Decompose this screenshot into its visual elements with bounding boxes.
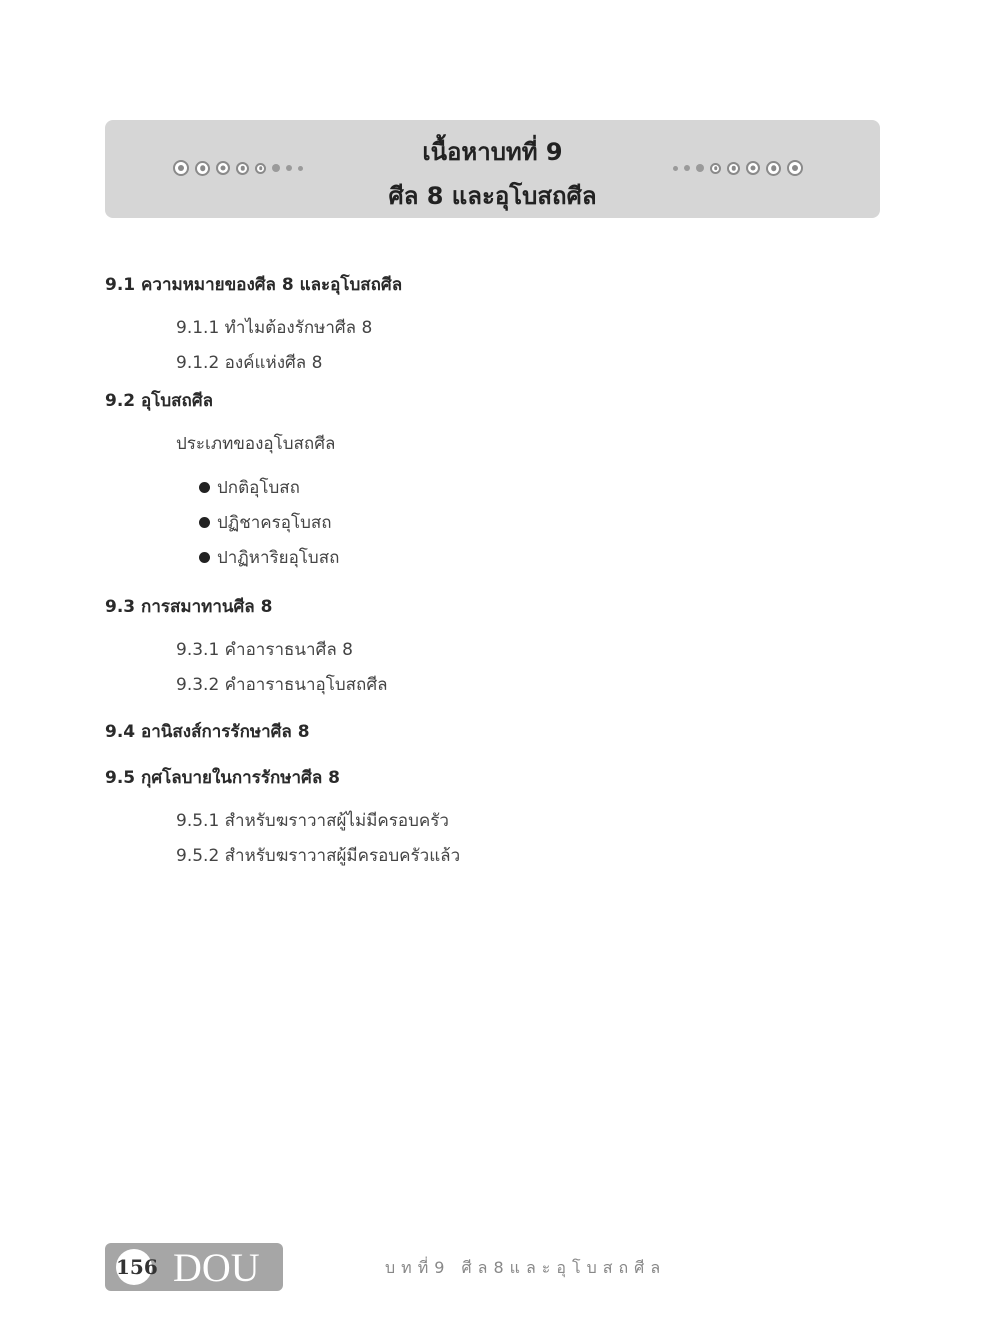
chapter-title-line2: ศีล 8 และอุโบสถศีล bbox=[388, 182, 597, 210]
bullet-icon bbox=[199, 482, 210, 493]
subsection-item: 9.3.1 คำอาราธนาศีล 8 bbox=[176, 640, 353, 660]
bullet-text: ปกติอุโบสถ bbox=[217, 478, 300, 498]
chapter-banner bbox=[105, 120, 880, 218]
subsection-item: 9.3.2 คำอาราธนาอุโบสถศีล bbox=[176, 675, 388, 695]
dot-icon bbox=[787, 160, 803, 176]
section-heading: 9.1 ความหมายของศีล 8 และอุโบสถศีล bbox=[105, 275, 403, 295]
section-heading: 9.5 กุศโลบายในการรักษาศีล 8 bbox=[105, 768, 340, 788]
dot-icon bbox=[746, 161, 760, 175]
bullet-text: ปฏิชาครอุโบสถ bbox=[217, 513, 332, 533]
running-head: บทที่9 ศีล8และอุโบสถศีล bbox=[385, 1258, 667, 1277]
dot-icon bbox=[684, 165, 690, 171]
dot-icon bbox=[727, 162, 740, 175]
dot-icon bbox=[710, 163, 721, 174]
bullet-item bbox=[199, 509, 885, 544]
bullet-icon bbox=[199, 552, 210, 563]
publisher-logo: DOU bbox=[173, 1245, 260, 1290]
dot-icon bbox=[766, 161, 781, 176]
chapter-outline bbox=[105, 268, 885, 877]
page-badge bbox=[105, 1243, 283, 1291]
subsection-item: 9.5.1 สำหรับฆราวาสผู้ไม่มีครอบครัว bbox=[176, 811, 449, 831]
section-heading: 9.2 อุโบสถศีล bbox=[105, 391, 214, 411]
page-number: 156 bbox=[116, 1249, 152, 1285]
bullet-item bbox=[199, 544, 885, 590]
bullet-item bbox=[199, 474, 885, 509]
bullet-icon bbox=[199, 517, 210, 528]
subsection-item: 9.1.1 ทำไมต้องรักษาศีล 8 bbox=[176, 318, 373, 338]
section-intro: ประเภทของอุโบสถศีล bbox=[176, 434, 336, 454]
subsection-item: 9.5.2 สำหรับฆราวาสผู้มีครอบครัวแล้ว bbox=[176, 846, 461, 866]
section-heading: 9.4 อานิสงส์การรักษาศีล 8 bbox=[105, 722, 310, 742]
subsection-item: 9.1.2 องค์แห่งศีล 8 bbox=[176, 353, 323, 373]
bullet-text: ปาฏิหาริยอุโบสถ bbox=[217, 548, 340, 568]
dot-icon bbox=[696, 164, 704, 172]
decorative-dots-right bbox=[673, 160, 803, 176]
dot-icon bbox=[673, 166, 678, 171]
section-heading: 9.3 การสมาทานศีล 8 bbox=[105, 597, 273, 617]
chapter-title-line1: เนื้อหาบทที่ 9 bbox=[422, 138, 563, 166]
